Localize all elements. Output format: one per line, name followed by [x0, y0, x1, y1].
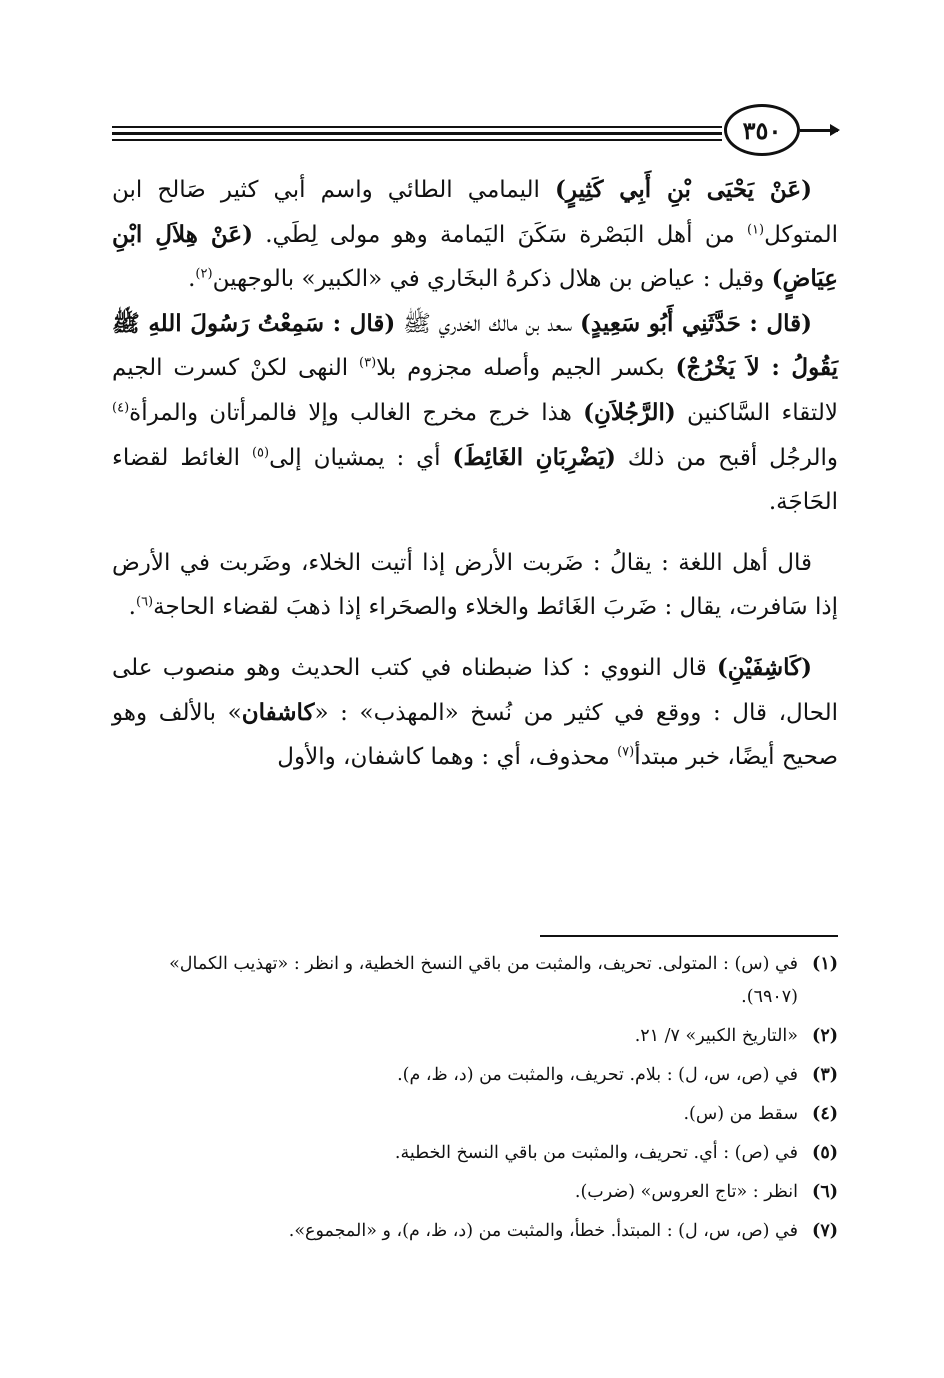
commentary-text: أي : يمشيان إلى: [269, 444, 453, 471]
paragraph: [112, 541, 838, 630]
paragraph: [112, 302, 838, 525]
main-text: [112, 168, 838, 780]
commentary-text: سعد بن مالك الخدري ﷺ: [395, 310, 580, 337]
paragraph: [112, 168, 838, 302]
footnote: [112, 1176, 838, 1209]
commentary-text: قال النووي : كذا ضبطناه في كتب الحديث وهو منصوب على الحال، قال : ووقع في كثير من نُسخ «المهذب» : «: [112, 654, 839, 726]
commentary-text: هذا خرج مخرج الغالب وإلا فالمرأتان والمرأة: [129, 399, 584, 426]
footnotes: [112, 948, 838, 1254]
footnote-text: سقط من (س).: [683, 1104, 798, 1124]
paragraph: [112, 646, 838, 780]
footnote-separator: [540, 935, 838, 937]
footnote-number: (٢): [812, 1026, 838, 1046]
footnote-ref: (٣): [359, 355, 377, 371]
footnote-text: في (ص، س، ل) : المبتدأ. خطأ، والمثبت من (د، ظ، م)، و «المجموع».: [288, 1221, 798, 1241]
commentary-text: قال أهل اللغة : يقالُ : ضَربت الأرض إذا أتيت الخلاء، وضَربت في الأرض إذا سَافرت، يقال : ضَربَ الغَائط والخلاء والصحَراء إذا ذهبَ لقضاء الحاجة: [112, 549, 838, 621]
commentary-text: .: [128, 594, 136, 621]
commentary-text: من أهل البَصْرة سَكَنَ اليَمامة وهو مولى لِطَي.: [252, 221, 747, 248]
commentary-text: اليمامي الطائي واسم أبي كثير صَالح ابن المتوكل: [112, 177, 838, 248]
footnote-ref: (٦): [135, 594, 154, 610]
footnote-text: في (ص) : أي. تحريف، والمثبت من باقي النسخ الخطية.: [394, 1143, 798, 1163]
footnote-number: (٧): [812, 1221, 838, 1241]
footnote-number: (١): [812, 954, 838, 974]
hadith-text: (يَضْرِبَانِ الغَائِطَ): [452, 443, 616, 471]
hadith-text: (عَنْ هِلاَلِ ابْنِ عِيَاضٍ): [112, 220, 838, 293]
footnote: [112, 1137, 838, 1170]
commentary-text: النهى لكنْ كسرت الجيم لالتقاء السَّاكنين: [112, 355, 838, 426]
footnote-ref: (٢): [195, 266, 213, 282]
page-header: [112, 100, 838, 160]
hadith-text: (قال : سَمِعْتُ رَسُولَ اللهِ ﷺ يَقُولُ : لاَ يَخْرُجْ): [112, 309, 838, 382]
commentary-text: محذوف، أي : وهما كاشفان، والأول: [277, 744, 618, 771]
header-rule: [112, 139, 722, 141]
footnote: [112, 1098, 838, 1131]
header-rule: [112, 132, 722, 135]
commentary-text: وقيل : عياض بن هلال ذكرهُ البخَاري في «الكبير» بالوجهين: [212, 266, 772, 293]
footnote-text: في (س) : المتولى. تحريف، والمثبت من باقي النسخ الخطية، و انظر : «تهذيب الكمال» (٦٩٠٧).: [169, 954, 798, 1007]
footnote-number: (٣): [812, 1065, 838, 1085]
footnote-ref: (١): [746, 221, 765, 237]
commentary-text: .: [188, 266, 196, 293]
footnote: [112, 1059, 838, 1092]
hadith-text: (كَاشِفَيْنِ): [716, 653, 812, 681]
page-number: ٣٥٠: [724, 104, 800, 156]
hadith-text: كاشفان: [241, 698, 315, 726]
footnote: [112, 948, 838, 1014]
footnote-number: (٥): [812, 1143, 838, 1163]
commentary-text: والرجُل أقبح من ذلك: [615, 444, 838, 471]
footnote-ref: (٧): [617, 744, 635, 760]
commentary-text: الغائط لقضاء الحَاجَة.: [112, 444, 838, 516]
footnote: [112, 1215, 838, 1248]
commentary-text: بكسر الجيم وأصله مجزوم بلا: [376, 355, 676, 382]
footnote: [112, 1020, 838, 1053]
footnote-ref: (٥): [251, 444, 270, 460]
header-ornament: [800, 129, 838, 132]
header-rule: [112, 126, 722, 128]
footnote-text: في (ص، س، ل) : بلام. تحريف، والمثبت من (د، ظ، م).: [397, 1065, 798, 1085]
footnote-number: (٤): [812, 1104, 838, 1124]
hadith-text: (عَنْ يَحْيَى بْنِ أَبِي كَثِيرٍ): [555, 176, 812, 203]
footnote-number: (٦): [812, 1182, 838, 1202]
footnote-text: انظر : «تاج العروس» (ضرب).: [574, 1182, 798, 1202]
hadith-text: (قال : حَدَّثَنِي أَبُو سَعِيدٍ): [579, 309, 812, 337]
hadith-text: (الرَّجُلاَنِ): [583, 398, 676, 426]
commentary-text: » بالألف وهو صحيح أيضًا، خبر مبتدأ: [112, 699, 838, 771]
footnote-ref: (٤): [112, 400, 130, 416]
footnote-text: «التاريخ الكبير» ٧/ ٢١.: [634, 1026, 798, 1046]
